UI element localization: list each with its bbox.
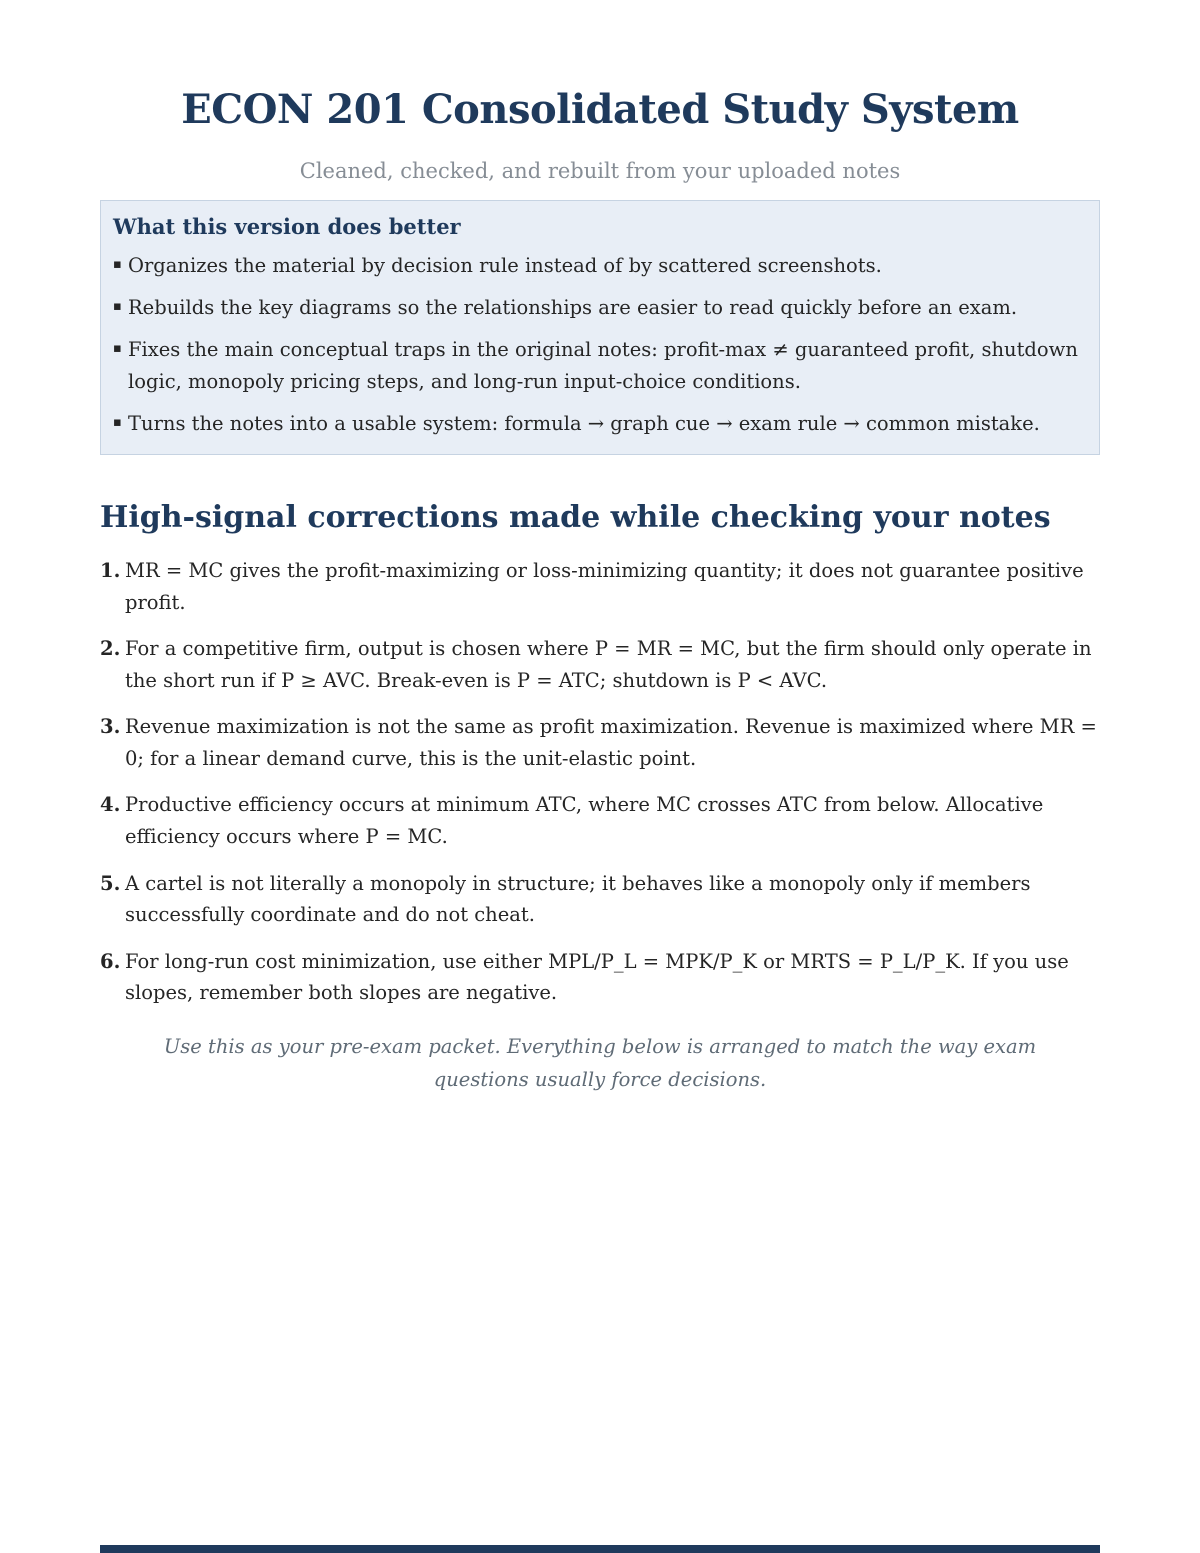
list-item-number: 1.	[100, 558, 121, 582]
bullet-icon: ▪	[113, 414, 122, 430]
list-item	[100, 868, 1100, 931]
bullet-icon: ▪	[113, 257, 122, 272]
list-item	[100, 633, 1100, 696]
list-item-text: Productive efficiency occurs at minimum ATC, where MC crosses ATC from below. Allocative efficiency occurs where P = MC.	[125, 793, 1044, 848]
list-item-number: 4.	[100, 793, 121, 817]
closing-note: Use this as your pre-exam packet. Everything below is arranged to match the way exam questions usually force decisions.	[163, 1034, 1037, 1092]
page-title: ECON 201 Consolidated Study System	[181, 86, 1019, 133]
list-item	[100, 789, 1100, 852]
corrections-list	[100, 555, 1100, 1009]
callout-bullet	[113, 250, 1083, 281]
bullet-icon: ▪	[113, 341, 122, 357]
callout-bullet-text: Rebuilds the key diagrams so the relationships are easier to read quickly before an exam.	[128, 296, 1018, 320]
what-this-version-does-better-box	[100, 200, 1100, 455]
list-item-text: MR = MC gives the profit-maximizing or loss-minimizing quantity; it does not guarantee positive profit.	[125, 558, 1084, 614]
next-section-header-sliver	[100, 1545, 1100, 1553]
page-subtitle: Cleaned, checked, and rebuilt from your uploaded notes	[299, 159, 901, 183]
list-item	[100, 946, 1100, 1009]
callout-bullet	[113, 292, 1083, 323]
bullet-icon: ▪	[113, 299, 122, 315]
document-page	[100, 0, 1100, 1096]
list-item	[100, 555, 1100, 618]
callout-bullet-text: Organizes the material by decision rule instead of by scattered screenshots.	[128, 254, 882, 277]
callout-bullet-text: Fixes the main conceptual traps in the original notes: profit-max ≠ guaranteed profit, shutdown logic, monopoly pricing steps, and long-run input-choice conditions.	[128, 338, 1078, 393]
list-item-text: Revenue maximization is not the same as profit maximization. Revenue is maximized where MR = 0; for a linear demand curve, this is the unit-elastic point.	[125, 715, 1097, 770]
list-item-number: 2.	[100, 637, 121, 661]
list-item-text: A cartel is not literally a monopoly in structure; it behaves like a monopoly only if members successfully coordinate and do not cheat.	[125, 871, 1031, 927]
callout-bullet	[113, 408, 1083, 439]
callout-bullet-text: Turns the notes into a usable system: formula → graph cue → exam rule → common mistake.	[128, 411, 1040, 435]
list-item-number: 6.	[100, 949, 121, 973]
list-item-text: For long-run cost minimization, use either MPL/P_L = MPK/P_K or MRTS = P_L/P_K. If you use slopes, remember both slopes are negative.	[125, 949, 1069, 1005]
list-item-number: 3.	[100, 715, 121, 739]
list-item-text: For a competitive firm, output is chosen where P = MR = MC, but the firm should only operate in the short run if P ≥ AVC. Break-even is P = ATC; shutdown is P < AVC.	[125, 637, 1092, 692]
callout-bullet	[113, 334, 1083, 396]
section-heading-high-signal-corrections: High-signal corrections made while checking your notes	[100, 499, 1051, 535]
list-item	[100, 711, 1100, 774]
list-item-number: 5.	[100, 871, 121, 895]
callout-heading: What this version does better	[113, 214, 461, 239]
